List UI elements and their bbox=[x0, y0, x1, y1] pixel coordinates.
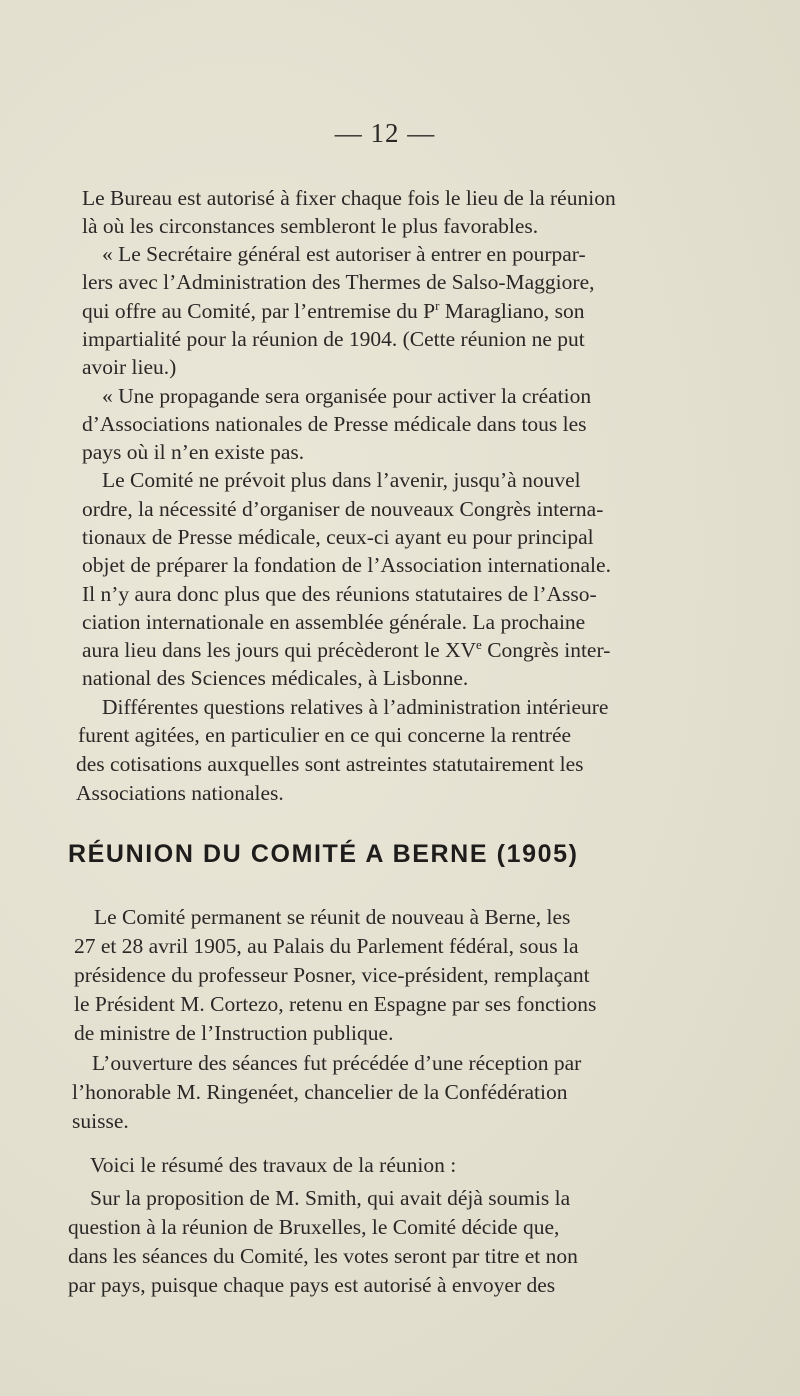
text-line: tionaux de Presse médicale, ceux-ci ayant eu pour principal bbox=[82, 525, 594, 549]
text-line: par pays, puisque chaque pays est autorisé à envoyer des bbox=[68, 1273, 556, 1297]
text-line: impartialité pour la réunion de 1904. (Cette réunion ne put bbox=[82, 327, 585, 351]
text-line: de ministre de l’Instruction publique. bbox=[74, 1021, 394, 1045]
text-line: des cotisations auxquelles sont astreintes statutairement les bbox=[76, 752, 584, 776]
text-line: national des Sciences médicales, à Lisbonne. bbox=[82, 666, 469, 690]
text-line: lers avec l’Administration des Thermes de Salso-Maggiore, bbox=[82, 270, 595, 294]
text-line: Différentes questions relatives à l’administration intérieure bbox=[102, 695, 609, 719]
text-line: « Le Secrétaire général est autoriser à entrer en pourpar- bbox=[102, 242, 586, 266]
text-line: présidence du professeur Posner, vice-président, remplaçant bbox=[74, 963, 590, 987]
text-line: question à la réunion de Bruxelles, le Comité décide que, bbox=[68, 1215, 560, 1239]
text-line: avoir lieu.) bbox=[82, 355, 177, 379]
text-line: pays où il n’en existe pas. bbox=[82, 440, 305, 464]
text-line-with-superscript bbox=[82, 297, 585, 325]
text-segment: qui offre au Comité, par l’entremise du P bbox=[82, 299, 436, 323]
text-line: furent agitées, en particulier en ce qui concerne la rentrée bbox=[78, 723, 572, 747]
page-number: — 12 — bbox=[334, 118, 436, 148]
text-line: l’honorable M. Ringenéet, chancelier de la Confédération bbox=[72, 1080, 568, 1104]
text-segment: Congrès inter- bbox=[481, 638, 611, 662]
text-line: là où les circonstances sembleront le plus favorables. bbox=[82, 214, 539, 238]
text-line: dans les séances du Comité, les votes seront par titre et non bbox=[68, 1244, 578, 1268]
text-line: « Une propagande sera organisée pour activer la création bbox=[102, 384, 592, 408]
text-line: ciation internationale en assemblée générale. La prochaine bbox=[82, 610, 586, 634]
text-line: 27 et 28 avril 1905, au Palais du Parlement fédéral, sous la bbox=[74, 934, 579, 958]
text-line: L’ouverture des séances fut précédée d’une réception par bbox=[92, 1051, 582, 1075]
text-line: d’Associations nationales de Presse médicale dans tous les bbox=[82, 412, 587, 436]
superscript: e bbox=[476, 636, 482, 652]
text-line: suisse. bbox=[72, 1109, 129, 1133]
text-line: Le Comité permanent se réunit de nouveau à Berne, les bbox=[94, 905, 571, 929]
superscript: r bbox=[435, 297, 440, 313]
text-line: Voici le résumé des travaux de la réunion : bbox=[90, 1153, 457, 1177]
text-line: Associations nationales. bbox=[76, 781, 284, 805]
text-segment: Maragliano, son bbox=[439, 299, 585, 323]
text-line: le Président M. Cortezo, retenu en Espagne par ses fonctions bbox=[74, 992, 597, 1016]
text-line: Sur la proposition de M. Smith, qui avait déjà soumis la bbox=[90, 1186, 571, 1210]
text-line-with-superscript bbox=[82, 636, 610, 664]
text-line: ordre, la nécessité d’organiser de nouveaux Congrès interna- bbox=[82, 497, 604, 521]
text-line: Le Comité ne prévoit plus dans l’avenir, jusqu’à nouvel bbox=[102, 468, 581, 492]
text-line: objet de préparer la fondation de l’Association internationale. bbox=[82, 553, 611, 577]
section-heading: RÉUNION DU COMITÉ A BERNE (1905) bbox=[68, 840, 579, 868]
text-line: Le Bureau est autorisé à fixer chaque fois le lieu de la réunion bbox=[82, 186, 616, 210]
text-line: Il n’y aura donc plus que des réunions statutaires de l’Asso- bbox=[82, 582, 597, 606]
text-segment: aura lieu dans les jours qui précèderont le XV bbox=[82, 638, 477, 662]
